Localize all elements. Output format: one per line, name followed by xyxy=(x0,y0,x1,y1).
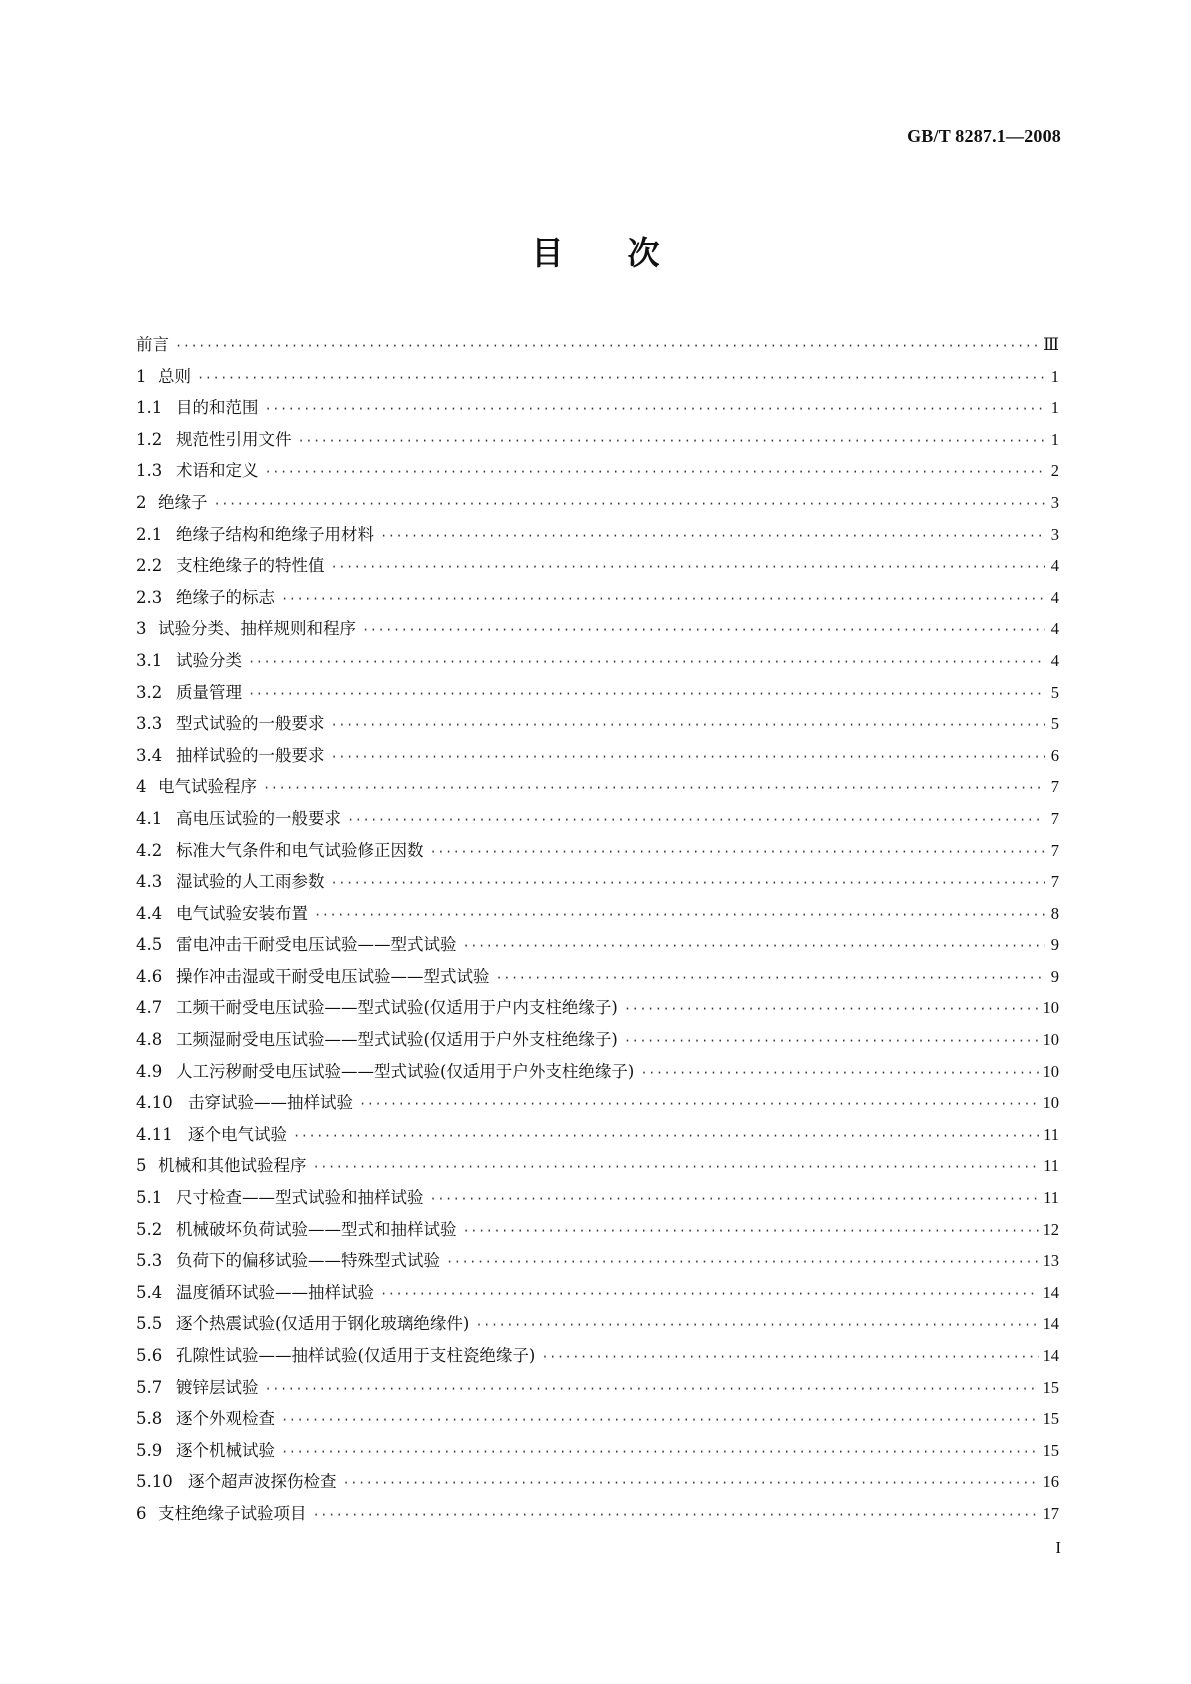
toc-entry-title: 目的和范围 xyxy=(176,398,259,418)
toc-entry-number: 4.5 xyxy=(136,935,163,955)
toc-entry-number: 3.2 xyxy=(136,682,163,702)
toc-entry-title: 试验分类 xyxy=(176,650,242,670)
toc-entry-title: 规范性引用文件 xyxy=(176,429,292,449)
toc-entry-number: 4.9 xyxy=(136,1061,163,1081)
toc-entry-title: 术语和定义 xyxy=(176,461,259,481)
toc-entry-number: 2 xyxy=(136,492,147,512)
dot-leader xyxy=(331,876,1046,890)
toc-entry-page: 1 xyxy=(1050,429,1059,449)
toc-entry-page: 11 xyxy=(1043,1156,1059,1176)
dot-leader xyxy=(463,939,1046,953)
dot-leader xyxy=(496,971,1046,985)
toc-entry-page: 1 xyxy=(1050,398,1059,418)
toc-entry xyxy=(136,1026,1059,1058)
toc-entry-number: 5.8 xyxy=(136,1409,163,1429)
dot-leader xyxy=(430,845,1046,859)
toc-entry-number: 5.3 xyxy=(136,1251,163,1271)
toc-entry-number: 4.8 xyxy=(136,1030,163,1050)
toc-entry-page: 10 xyxy=(1042,1061,1059,1081)
toc-entry-page: 15 xyxy=(1042,1409,1059,1429)
toc-entry xyxy=(136,1152,1059,1184)
toc-entry-page: 9 xyxy=(1050,935,1059,955)
toc-entry xyxy=(136,1279,1059,1311)
toc-entry xyxy=(136,994,1059,1026)
toc-entry-title: 逐个外观检查 xyxy=(176,1409,275,1429)
dot-leader xyxy=(265,402,1046,416)
toc-entry-number: 5.2 xyxy=(136,1219,163,1239)
standard-code: GB/T 8287.1—2008 xyxy=(907,126,1061,146)
toc-entry-title: 支柱绝缘子的特性值 xyxy=(176,556,325,576)
toc-entry-page: 11 xyxy=(1043,1124,1059,1144)
toc-entry-number: 5.4 xyxy=(136,1282,163,1302)
toc-entry xyxy=(136,426,1059,458)
toc-entry-page: 2 xyxy=(1050,461,1059,481)
toc-entry-title: 绝缘子的标志 xyxy=(176,587,275,607)
toc-entry xyxy=(136,1247,1059,1279)
dot-leader xyxy=(214,497,1046,511)
toc-entry xyxy=(136,647,1059,679)
toc-entry xyxy=(136,363,1059,395)
toc-entry xyxy=(136,868,1059,900)
toc-entry-number: 4.4 xyxy=(136,903,163,923)
toc-entry-title: 电气试验安装布置 xyxy=(176,903,308,923)
dot-leader xyxy=(475,1318,1038,1332)
dot-leader xyxy=(624,1034,1039,1048)
toc-entry-page: 14 xyxy=(1042,1282,1059,1302)
table-of-contents xyxy=(136,331,1059,1532)
toc-entry-number: 4.7 xyxy=(136,998,163,1018)
toc-entry xyxy=(136,742,1059,774)
toc-entry-title: 击穿试验——抽样试验 xyxy=(188,1093,353,1113)
toc-entry-title: 尺寸检查——型式试验和抽样试验 xyxy=(176,1188,424,1208)
toc-entry-number: 5.7 xyxy=(136,1377,163,1397)
toc-entry-page: 10 xyxy=(1042,1093,1059,1113)
toc-entry xyxy=(136,1405,1059,1437)
toc-entry-page: 4 xyxy=(1050,619,1059,639)
dot-leader xyxy=(331,750,1046,764)
toc-entry xyxy=(136,584,1059,616)
toc-entry-number: 5.5 xyxy=(136,1314,163,1334)
toc-entry-title: 绝缘子 xyxy=(158,492,208,512)
toc-entry-page: 10 xyxy=(1042,1030,1059,1050)
dot-leader xyxy=(430,1192,1040,1206)
dot-leader xyxy=(331,718,1046,732)
toc-entry-number: 5.1 xyxy=(136,1188,163,1208)
toc-entry-title: 雷电冲击干耐受电压试验——型式试验 xyxy=(176,935,457,955)
toc-entry-title: 总则 xyxy=(158,366,191,386)
toc-entry-title: 电气试验程序 xyxy=(158,777,257,797)
toc-entry xyxy=(136,489,1059,521)
toc-entry xyxy=(136,331,1059,363)
dot-leader xyxy=(281,1413,1039,1427)
dot-leader xyxy=(331,560,1046,574)
toc-entry-number: 5 xyxy=(136,1156,147,1176)
toc-entry-number: 4.2 xyxy=(136,840,163,860)
toc-entry-title: 前言 xyxy=(136,335,169,354)
toc-entry-number: 1 xyxy=(136,366,147,386)
toc-entry xyxy=(136,1089,1059,1121)
toc-entry-page: 8 xyxy=(1050,903,1059,923)
dot-leader xyxy=(347,813,1045,827)
toc-entry-page: 3 xyxy=(1050,524,1059,544)
toc-entry xyxy=(136,1468,1059,1500)
dot-leader xyxy=(314,908,1045,922)
toc-entry-page: 7 xyxy=(1050,808,1059,828)
toc-entry-page: 15 xyxy=(1042,1440,1059,1460)
toc-entry xyxy=(136,1310,1059,1342)
toc-entry xyxy=(136,837,1059,869)
toc-entry-title: 镀锌层试验 xyxy=(176,1377,259,1397)
toc-entry-title: 湿试验的人工雨参数 xyxy=(176,872,325,892)
toc-entry-number: 6 xyxy=(136,1503,147,1523)
toc-entry-page: 12 xyxy=(1042,1219,1059,1239)
toc-entry xyxy=(136,805,1059,837)
toc-entry-number: 4.11 xyxy=(136,1124,173,1144)
toc-entry-title: 孔隙性试验——抽样试验(仅适用于支柱瓷绝缘子) xyxy=(176,1346,536,1365)
dot-leader xyxy=(263,781,1045,795)
dot-leader xyxy=(248,655,1045,669)
toc-entry xyxy=(136,615,1059,647)
toc-entry-number: 2.3 xyxy=(136,587,163,607)
toc-entry xyxy=(136,773,1059,805)
toc-entry-page: 10 xyxy=(1042,998,1059,1018)
toc-entry-number: 1.3 xyxy=(136,461,163,481)
toc-entry-page: 3 xyxy=(1050,492,1059,512)
toc-entry-title: 机械破坏负荷试验——型式和抽样试验 xyxy=(176,1219,457,1239)
toc-entry-number: 2.1 xyxy=(136,524,163,544)
toc-entry-page: 5 xyxy=(1050,682,1059,702)
toc-entry xyxy=(136,394,1059,426)
toc-entry-page: 5 xyxy=(1050,714,1059,734)
toc-entry xyxy=(136,900,1059,932)
toc-entry xyxy=(136,931,1059,963)
toc-entry-number: 5.6 xyxy=(136,1346,163,1365)
toc-entry-title: 逐个热震试验(仅适用于钢化玻璃绝缘件) xyxy=(176,1314,470,1334)
toc-entry-number: 4.3 xyxy=(136,872,163,892)
dot-leader xyxy=(281,1445,1039,1459)
toc-entry-page: 7 xyxy=(1050,840,1059,860)
toc-entry-number: 5.9 xyxy=(136,1440,163,1460)
toc-entry-page: 14 xyxy=(1042,1346,1059,1365)
dot-leader xyxy=(197,371,1045,385)
toc-entry-page: 6 xyxy=(1050,745,1059,765)
toc-entry xyxy=(136,963,1059,995)
toc-entry-number: 4.6 xyxy=(136,966,163,986)
toc-entry xyxy=(136,1437,1059,1469)
toc-entry xyxy=(136,710,1059,742)
toc-entry-title: 逐个电气试验 xyxy=(188,1124,287,1144)
toc-entry-number: 4.10 xyxy=(136,1093,173,1113)
toc-entry-number: 3.1 xyxy=(136,650,163,670)
dot-leader xyxy=(281,592,1045,606)
toc-entry-page: 15 xyxy=(1042,1377,1059,1397)
toc-entry xyxy=(136,1058,1059,1090)
dot-leader xyxy=(293,1129,1039,1143)
dot-leader xyxy=(265,465,1046,479)
toc-entry xyxy=(136,457,1059,489)
toc-entry-number: 4.1 xyxy=(136,808,163,828)
dot-leader xyxy=(640,1066,1038,1080)
dot-leader xyxy=(298,434,1046,448)
toc-entry-title: 逐个机械试验 xyxy=(176,1440,275,1460)
page-title: 目次 xyxy=(531,234,724,272)
toc-entry-page: 4 xyxy=(1050,650,1059,670)
toc-entry-number: 2.2 xyxy=(136,556,163,576)
toc-entry xyxy=(136,1500,1059,1532)
toc-entry-title: 工频干耐受电压试验——型式试验(仅适用于户内支柱绝缘子) xyxy=(176,998,618,1018)
toc-entry-page: 7 xyxy=(1050,777,1059,797)
toc-entry-page: 16 xyxy=(1042,1472,1059,1492)
toc-entry-title: 机械和其他试验程序 xyxy=(158,1156,307,1176)
toc-entry-number: 3.4 xyxy=(136,745,163,765)
toc-entry-number: 5.10 xyxy=(136,1472,173,1492)
dot-leader xyxy=(541,1350,1038,1364)
toc-entry-number: 1.2 xyxy=(136,429,163,449)
toc-entry xyxy=(136,521,1059,553)
toc-entry-title: 抽样试验的一般要求 xyxy=(176,745,325,765)
toc-entry-page: 1 xyxy=(1050,366,1059,386)
toc-entry-page: 7 xyxy=(1050,872,1059,892)
toc-entry-number: 4 xyxy=(136,777,147,797)
toc-entry xyxy=(136,552,1059,584)
page-number: I xyxy=(1055,1538,1061,1557)
toc-entry xyxy=(136,1216,1059,1248)
dot-leader xyxy=(446,1255,1039,1269)
dot-leader xyxy=(359,1097,1039,1111)
toc-entry-title: 质量管理 xyxy=(176,682,242,702)
toc-entry-title: 人工污秽耐受电压试验——型式试验(仅适用于户外支柱绝缘子) xyxy=(176,1061,635,1081)
toc-entry-page: 4 xyxy=(1050,556,1059,576)
toc-entry-number: 3.3 xyxy=(136,714,163,734)
toc-entry-page: 11 xyxy=(1043,1188,1059,1208)
toc-entry-page: Ⅲ xyxy=(1043,335,1059,354)
toc-entry-title: 绝缘子结构和绝缘子用材料 xyxy=(176,524,374,544)
dot-leader xyxy=(380,1287,1039,1301)
toc-entry xyxy=(136,1184,1059,1216)
dot-leader xyxy=(380,529,1045,543)
toc-entry-page: 4 xyxy=(1050,587,1059,607)
dot-leader xyxy=(343,1476,1039,1490)
toc-entry-page: 13 xyxy=(1042,1251,1059,1271)
dot-leader xyxy=(175,339,1039,353)
toc-entry-page: 14 xyxy=(1042,1314,1059,1334)
toc-entry-number: 3 xyxy=(136,619,147,639)
toc-entry-title: 操作冲击湿或干耐受电压试验——型式试验 xyxy=(176,966,490,986)
toc-entry-title: 型式试验的一般要求 xyxy=(176,714,325,734)
toc-entry-title: 负荷下的偏移试验——特殊型式试验 xyxy=(176,1251,440,1271)
toc-entry xyxy=(136,1121,1059,1153)
toc-entry-title: 试验分类、抽样规则和程序 xyxy=(158,619,356,639)
dot-leader xyxy=(248,687,1045,701)
dot-leader xyxy=(313,1160,1040,1174)
toc-entry xyxy=(136,679,1059,711)
toc-entry-title: 标准大气条件和电气试验修正因数 xyxy=(176,840,424,860)
toc-entry-title: 工频湿耐受电压试验——型式试验(仅适用于户外支柱绝缘子) xyxy=(176,1030,618,1050)
dot-leader xyxy=(265,1382,1039,1396)
dot-leader xyxy=(463,1224,1039,1238)
toc-entry-title: 高电压试验的一般要求 xyxy=(176,808,341,828)
toc-entry-title: 温度循环试验——抽样试验 xyxy=(176,1282,374,1302)
dot-leader xyxy=(624,1002,1039,1016)
toc-entry xyxy=(136,1342,1059,1374)
dot-leader xyxy=(313,1508,1039,1522)
toc-entry-title: 支柱绝缘子试验项目 xyxy=(158,1503,307,1523)
toc-entry-number: 1.1 xyxy=(136,398,163,418)
dot-leader xyxy=(362,623,1045,637)
toc-entry xyxy=(136,1374,1059,1406)
toc-entry-title: 逐个超声波探伤检查 xyxy=(188,1472,337,1492)
toc-entry-page: 9 xyxy=(1050,966,1059,986)
toc-entry-page: 17 xyxy=(1042,1503,1059,1523)
